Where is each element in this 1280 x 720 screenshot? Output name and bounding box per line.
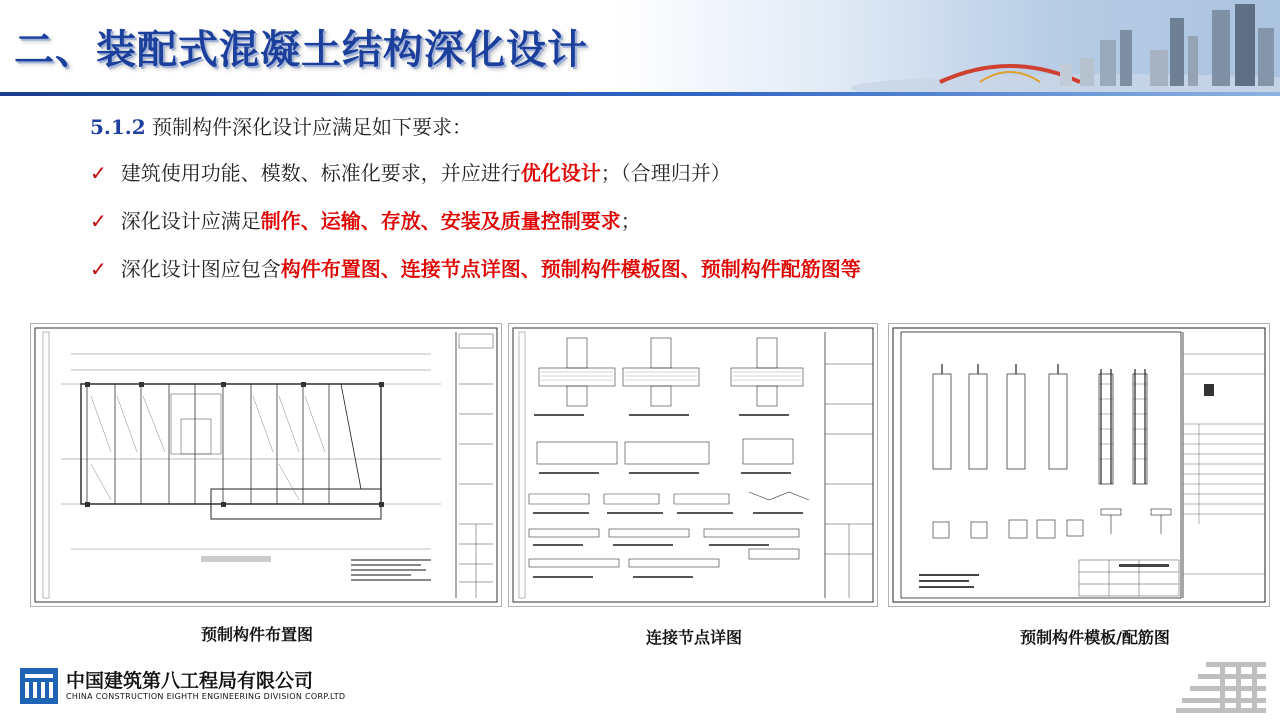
bullet-item <box>90 206 641 236</box>
bullet-text: 建筑使用功能、模数、标准化要求，并应进行 <box>120 161 521 185</box>
figure-caption: 预制构件模板/配筋图 <box>1020 628 1170 647</box>
figure-connection-details-drawing <box>508 323 878 607</box>
bullet-text: 深化设计图应包含 <box>120 257 281 281</box>
bullet-text: 深化设计应满足 <box>120 209 261 233</box>
bullet-highlight: 优化设计 <box>520 161 601 185</box>
figure-caption: 预制构件布置图 <box>200 625 313 644</box>
slide-title: 二、装配式混凝土结构深化设计 <box>14 27 588 73</box>
bullet-item <box>90 158 731 188</box>
bullet-highlight: 制作、运输、存放、安装及质量控制要求 <box>260 209 621 233</box>
bullet-item <box>90 254 861 284</box>
checkmark-icon: ✓ <box>90 257 107 281</box>
template-reinforcement-drawing <box>889 324 1269 606</box>
checkmark-icon: ✓ <box>90 161 107 185</box>
slide-header <box>0 0 1280 96</box>
corner-emblem-icon <box>1176 658 1268 714</box>
city-skyline-banner <box>680 0 1280 96</box>
layout-plan-drawing <box>31 324 501 606</box>
cscec-logo-icon <box>20 668 58 704</box>
header-rule <box>0 92 1280 96</box>
company-name-en: CHINA CONSTRUCTION EIGHTH ENGINEERING DIVISION CORP.LTD <box>66 692 346 701</box>
bullet-tail: ； <box>620 209 641 233</box>
slide-content <box>90 112 1210 142</box>
figure-caption: 连接节点详图 <box>645 628 742 647</box>
checkmark-icon: ✓ <box>90 209 107 233</box>
figure-template-reinforcement-drawing <box>888 323 1270 607</box>
bullet-highlight: 构件布置图、连接节点详图、预制构件模板图、预制构件配筋图等 <box>280 257 861 281</box>
cscec-logo <box>20 668 58 704</box>
section-heading-text: 预制构件深化设计应满足如下要求： <box>145 115 473 139</box>
section-number: 5.1.2 <box>90 115 146 139</box>
section-heading <box>90 112 1210 142</box>
company-name-cn: 中国建筑第八工程局有限公司 <box>66 670 314 692</box>
figure-component-layout-drawing <box>30 323 502 607</box>
connection-details-drawing <box>509 324 877 606</box>
bullet-tail: ；（合理归并） <box>600 161 731 185</box>
